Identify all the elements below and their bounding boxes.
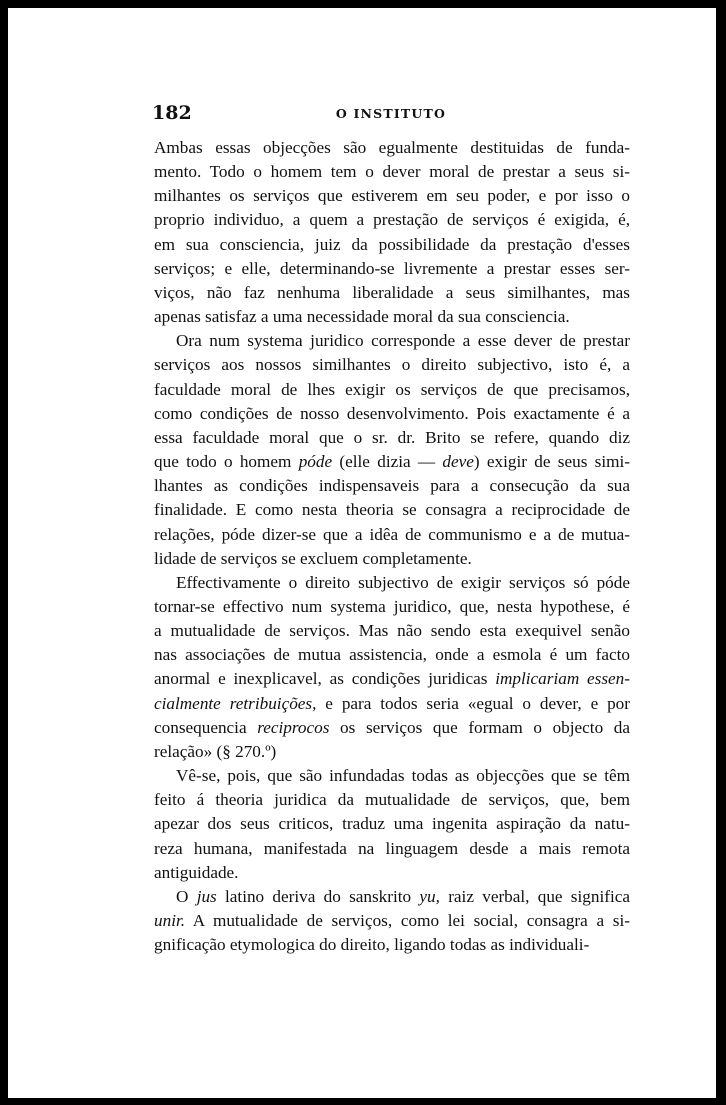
text-line: [154, 692, 630, 716]
text-segment: essa faculdade moral que o sr. dr. Brito se refere, quando diz: [154, 427, 630, 447]
italic-text: cialmente retribuições,: [154, 693, 317, 713]
text-segment: que todo o homem: [154, 452, 299, 472]
text-line: [154, 257, 630, 281]
text-line: [154, 450, 630, 474]
text-line: [154, 643, 630, 667]
text-segment: como condições de nosso desenvolvimento. Pois exactamente é a: [154, 403, 630, 423]
text-line: [154, 184, 630, 208]
text-segment: Ambas essas objecções são egualmente destituidas de funda-: [154, 138, 630, 157]
text-segment: em sua consciencia, juiz da possibilidade da prestação d'esses: [154, 234, 630, 254]
text-line: [154, 426, 630, 450]
text-line: [154, 474, 630, 498]
text-segment: lidade de serviços se excluem completamente.: [154, 548, 472, 568]
text-segment: serviços aos nossos similhantes o direito subjectivo, isto é, a: [154, 355, 630, 375]
italic-text: implicariam essen-: [495, 669, 630, 689]
text-segment: finalidade. E como nesta theoria se consagra a reciprocidade de: [154, 500, 630, 520]
text-line: [154, 595, 630, 619]
text-segment: proprio individuo, a quem a prestação de serviços é exigida, é,: [154, 210, 630, 230]
text-segment: A mutualidade de serviços, como lei social, consagra a si-: [185, 911, 630, 930]
text-line: [154, 716, 630, 740]
text-segment: latino deriva do sanskrito: [216, 886, 420, 906]
text-segment: consequencia: [154, 717, 258, 737]
text-segment: mento. Todo o homem tem o dever moral de prestar a seus si-: [154, 162, 630, 182]
text-segment: gnificação etymologica do direito, ligando todas as individuali-: [154, 935, 590, 955]
text-segment: relações, póde dizer-se que a idêa de communismo e a de mutua-: [154, 524, 630, 544]
text-segment: lhantes as condições indispensaveis para a consecução da sua: [154, 476, 630, 496]
text-segment: a mutualidade de serviços. Mas não sendo esta exequivel senão: [154, 621, 630, 641]
page-number: 182: [152, 102, 192, 124]
text-line: [154, 909, 630, 933]
text-line: [154, 619, 630, 643]
book-page: [8, 8, 718, 1098]
text-segment: e para todos seria «egual o dever, e por: [316, 693, 630, 713]
text-segment: ) exigir de seus simi-: [473, 452, 630, 472]
text-segment: antiguidade.: [154, 862, 239, 882]
running-title: O INSTITUTO: [335, 106, 447, 121]
text-segment: serviços; e elle, determinando-se livremente a prestar esses ser-: [154, 258, 630, 278]
text-line: [154, 740, 630, 764]
text-line: [154, 788, 630, 812]
text-segment: (elle dizia —: [332, 452, 443, 472]
text-segment: milhantes os serviços que estiverem em seu poder, e por isso o: [154, 186, 630, 206]
text-line: [154, 812, 630, 836]
text-segment: feito á theoria juridica da mutualidade de serviços, que, bem: [154, 790, 630, 810]
text-segment: apenas satisfaz a uma necessidade moral da sua consciencia.: [154, 307, 570, 327]
text-line: [154, 498, 630, 522]
text-line: [154, 208, 630, 232]
text-segment: os serviços que formam o objecto da: [329, 717, 631, 737]
italic-text: yu,: [419, 886, 440, 906]
text-line: [154, 136, 630, 160]
text-segment: relação» (§ 270.º): [154, 741, 277, 761]
text-line: [154, 837, 630, 861]
text-line: [154, 329, 630, 353]
text-segment: faculdade moral de lhes exigir os serviços de que precisamos,: [154, 379, 630, 399]
text-line: [154, 547, 630, 571]
text-segment: Vê-se, pois, que são infundadas todas as objecções que se têm: [176, 766, 630, 786]
text-line: [154, 160, 630, 184]
text-line: [154, 667, 630, 691]
italic-text: reciprocos: [257, 717, 330, 737]
text-segment: viços, não faz nenhuma liberalidade a seus similhantes, mas: [154, 282, 630, 302]
text-line: [154, 885, 630, 909]
text-line: [154, 861, 630, 885]
text-line: [154, 281, 630, 305]
page-header: [152, 102, 630, 126]
text-line: [154, 402, 630, 426]
text-line: [154, 378, 630, 402]
text-segment: Ora num systema juridico corresponde a esse dever de prestar: [176, 331, 630, 351]
text-line: [154, 353, 630, 377]
text-segment: O: [176, 886, 197, 906]
italic-text: deve: [442, 452, 474, 472]
text-segment: nas associações de mutua assistencia, onde a esmola é um facto: [154, 645, 630, 665]
text-line: [154, 933, 630, 957]
italic-text: póde: [298, 452, 333, 472]
text-segment: apezar dos seus criticos, traduz uma ingenita aspiração da natu-: [154, 814, 630, 834]
text-segment: Effectivamente o direito subjectivo de exigir serviços só póde: [176, 572, 630, 592]
italic-text: unir.: [154, 911, 186, 930]
text-segment: reza humana, manifestada na linguagem desde a mais remota: [154, 838, 630, 858]
text-line: [154, 571, 630, 595]
body-text: [154, 136, 630, 957]
text-line: [154, 305, 630, 329]
text-segment: raiz verbal, que significa: [439, 886, 630, 906]
text-segment: anormal e inexplicavel, as condições juridicas: [154, 669, 496, 689]
italic-text: jus: [196, 886, 217, 906]
text-line: [154, 523, 630, 547]
text-line: [154, 233, 630, 257]
text-segment: tornar-se effectivo num systema juridico, que, nesta hypothese, é: [154, 596, 630, 616]
text-line: [154, 764, 630, 788]
